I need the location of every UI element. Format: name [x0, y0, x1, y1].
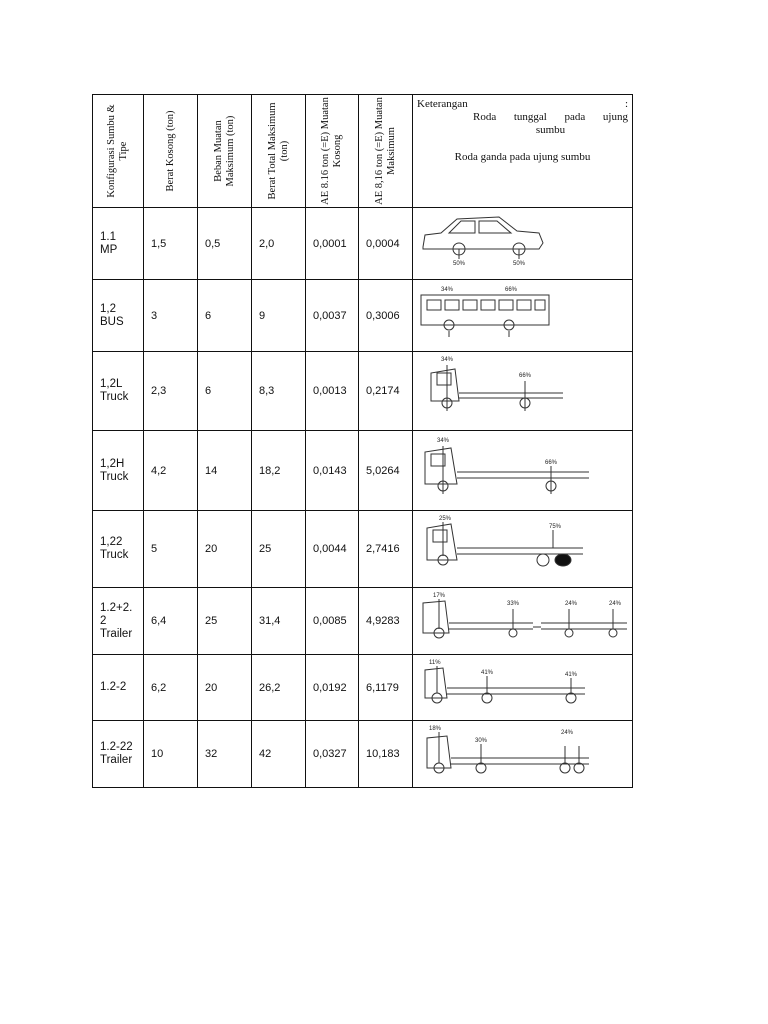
ae-kosong-cell: 0,0143 — [306, 431, 359, 511]
table-row — [93, 352, 633, 431]
table-row — [93, 511, 633, 588]
truck-diagram — [413, 512, 632, 587]
header-berat-total: Berat Total Maksimum (ton) — [252, 95, 306, 208]
header-ae-maks: AE 8,16 ton (=E) Muatan Maksimum — [359, 95, 413, 208]
vehicle-diagram-cell — [413, 511, 633, 588]
header-keterangan — [413, 95, 633, 208]
svg-text:66%: 66% — [519, 372, 532, 379]
vehicle-diagram-cell — [413, 721, 633, 788]
svg-text:50%: 50% — [513, 260, 526, 267]
beban-cell: 20 — [198, 655, 252, 721]
vehicle-diagram-cell — [413, 588, 633, 655]
ae-kosong-cell: 0,0001 — [306, 208, 359, 280]
svg-text:18%: 18% — [429, 725, 442, 732]
table-row — [93, 208, 633, 280]
table-row — [93, 721, 633, 788]
vehicle-diagram-cell — [413, 352, 633, 431]
beban-cell: 32 — [198, 721, 252, 788]
vehicle-diagram-cell — [413, 431, 633, 511]
ae-kosong-cell: 0,0013 — [306, 352, 359, 431]
beban-cell: 25 — [198, 588, 252, 655]
ae-maks-cell: 4,9283 — [359, 588, 413, 655]
ae-kosong-cell: 0,0037 — [306, 280, 359, 352]
vehicle-diagram-cell — [413, 208, 633, 280]
config-cell: 1,2 BUS — [93, 280, 144, 352]
bus-diagram — [413, 281, 632, 351]
ae-kosong-cell: 0,0044 — [306, 511, 359, 588]
keterangan-single-wheel: Roda tunggal pada ujung — [473, 111, 628, 123]
berat-kosong-cell: 6,4 — [144, 588, 198, 655]
beban-cell: 6 — [198, 352, 252, 431]
svg-text:11%: 11% — [429, 659, 441, 666]
berat-kosong-cell: 3 — [144, 280, 198, 352]
beban-cell: 20 — [198, 511, 252, 588]
axle-config-table — [92, 94, 633, 788]
vehicle-diagram-cell — [413, 655, 633, 721]
ae-maks-cell: 0,3006 — [359, 280, 413, 352]
svg-text:34%: 34% — [437, 437, 450, 444]
semi-trailer-diagram — [413, 656, 632, 720]
ae-maks-cell: 5,0264 — [359, 431, 413, 511]
ae-maks-cell: 0,2174 — [359, 352, 413, 431]
ae-kosong-cell: 0,0192 — [306, 655, 359, 721]
ae-maks-cell: 2,7416 — [359, 511, 413, 588]
keterangan-dual-wheel: Roda ganda pada ujung sumbu — [454, 151, 591, 163]
keterangan-single-wheel-2: sumbu — [535, 124, 566, 136]
header-berat-kosong: Berat Kosong (ton) — [144, 95, 198, 208]
truck-diagram — [413, 353, 632, 430]
total-cell: 42 — [252, 721, 306, 788]
config-cell: 1,22 Truck — [93, 511, 144, 588]
total-cell: 25 — [252, 511, 306, 588]
config-cell: 1.2-22 Trailer — [93, 721, 144, 788]
config-cell: 1.2+2. 2 Trailer — [93, 588, 144, 655]
total-cell: 31,4 — [252, 588, 306, 655]
total-cell: 9 — [252, 280, 306, 352]
beban-cell: 6 — [198, 280, 252, 352]
config-cell: 1.1 MP — [93, 208, 144, 280]
svg-text:41%: 41% — [565, 671, 578, 678]
svg-text:25%: 25% — [439, 515, 452, 522]
table-row — [93, 655, 633, 721]
svg-text:66%: 66% — [545, 459, 558, 466]
header-beban-muatan: Beban Muatan Maksimum (ton) — [198, 95, 252, 208]
beban-cell: 14 — [198, 431, 252, 511]
keterangan-title: Keterangan — [417, 98, 468, 110]
ae-maks-cell: 0,0004 — [359, 208, 413, 280]
ae-maks-cell: 10,183 — [359, 721, 413, 788]
berat-kosong-cell: 4,2 — [144, 431, 198, 511]
svg-text:33%: 33% — [507, 600, 520, 607]
svg-text:24%: 24% — [561, 729, 574, 736]
svg-text:41%: 41% — [481, 669, 494, 676]
config-cell: 1,2L Truck — [93, 352, 144, 431]
header-ae-kosong: AE 8.16 ton (=E) Muatan Kosong — [306, 95, 359, 208]
table-row — [93, 280, 633, 352]
ae-kosong-cell: 0,0085 — [306, 588, 359, 655]
svg-text:34%: 34% — [441, 286, 454, 293]
header-row — [93, 95, 633, 208]
svg-text:24%: 24% — [609, 600, 622, 607]
svg-text:75%: 75% — [549, 523, 562, 530]
svg-text:50%: 50% — [453, 260, 466, 267]
berat-kosong-cell: 10 — [144, 721, 198, 788]
total-cell: 8,3 — [252, 352, 306, 431]
trailer-diagram — [413, 589, 632, 654]
berat-kosong-cell: 2,3 — [144, 352, 198, 431]
config-cell: 1,2H Truck — [93, 431, 144, 511]
config-cell: 1.2-2 — [93, 655, 144, 721]
svg-text:66%: 66% — [505, 286, 518, 293]
berat-kosong-cell: 1,5 — [144, 208, 198, 280]
table-row — [93, 588, 633, 655]
total-cell: 18,2 — [252, 431, 306, 511]
table-row — [93, 431, 633, 511]
car-diagram — [413, 209, 632, 279]
svg-text:34%: 34% — [441, 356, 454, 363]
berat-kosong-cell: 5 — [144, 511, 198, 588]
total-cell: 26,2 — [252, 655, 306, 721]
beban-cell: 0,5 — [198, 208, 252, 280]
ae-kosong-cell: 0,0327 — [306, 721, 359, 788]
semi-trailer-tandem-diagram — [413, 722, 632, 787]
svg-text:17%: 17% — [433, 592, 446, 599]
header-konfigurasi: Konfigurasi Sumbu & Tipe — [93, 95, 144, 208]
ae-maks-cell: 6,1179 — [359, 655, 413, 721]
svg-text:30%: 30% — [475, 737, 488, 744]
vehicle-diagram-cell — [413, 280, 633, 352]
truck-diagram — [413, 432, 632, 510]
svg-text:24%: 24% — [565, 600, 578, 607]
total-cell: 2,0 — [252, 208, 306, 280]
keterangan-colon: : — [624, 98, 628, 110]
berat-kosong-cell: 6,2 — [144, 655, 198, 721]
